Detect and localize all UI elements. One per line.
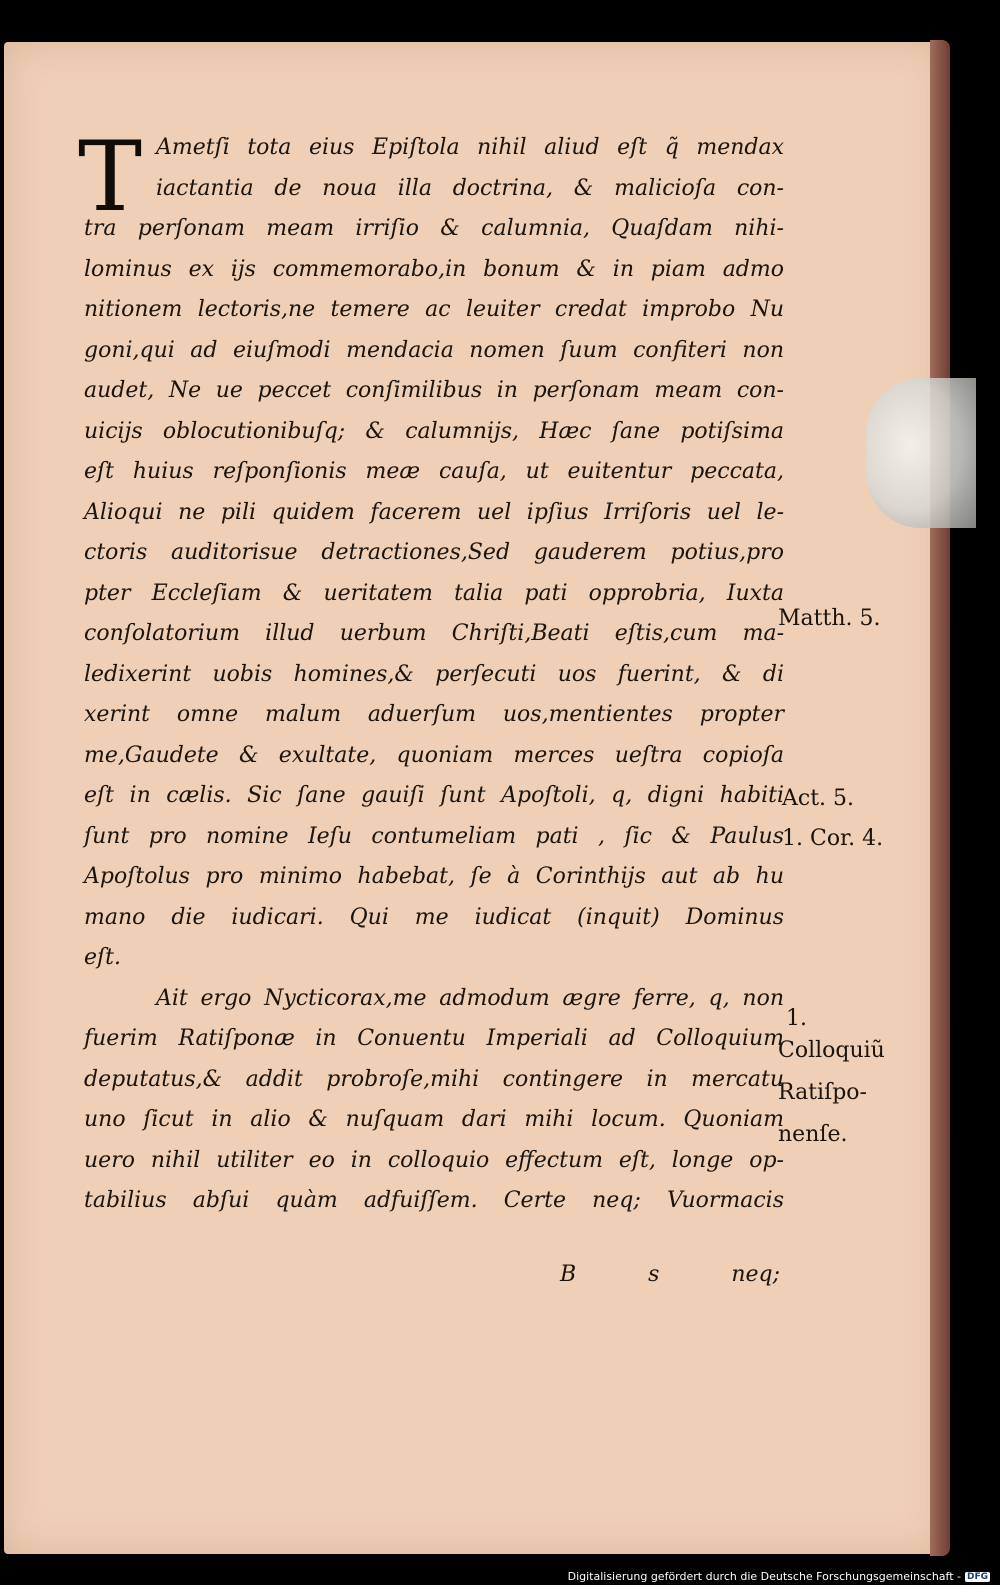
dfg-logo-icon: DFG: [966, 1571, 988, 1582]
drop-cap: T: [78, 121, 143, 233]
text-line: mano die iudicari. Qui me iudicat (inquit) Dominus: [84, 904, 784, 930]
text-line: Ametſi tota eius Epiſtola nihil aliud eſt q̃ mendax: [156, 135, 784, 160]
text-line: tabilius abſui quàm adfuiſſem. Certe neq; Vuormacis: [84, 1188, 784, 1213]
text-line: pter Eccleſiam & ueritatem talia pati opprobria, Iuxta: [84, 580, 784, 606]
text-line: eſt huius reſponſionis meæ cauſa, ut euitentur peccata,: [84, 459, 784, 484]
page-edge: [930, 40, 950, 1556]
text-line: audet, Ne ue peccet conſimilibus in perſonam meam con-: [84, 378, 784, 403]
margin-note-colloquium: nenſe.: [778, 1122, 848, 1147]
text-line: goni,qui ad eiuſmodi mendacia nomen ſuum confiteri non: [84, 337, 784, 363]
text-line: uno ſicut in alio & nuſquam dari mihi locum. Quoniam: [84, 1107, 784, 1132]
margin-note-colloquium: Colloquiũ: [778, 1038, 885, 1063]
text-line: xerint omne malum aduerſum uos,mentientes propter: [84, 702, 784, 727]
text-line: uicijs oblocutionibuſq; & calumnijs, Hæc ſane potiſsima: [84, 418, 784, 444]
signature-mark: B: [560, 1262, 577, 1287]
text-line: ctoris auditorisue detractiones,Sed gauderem potius,pro: [84, 540, 784, 565]
text-line: me,Gaudete & exultate, quoniam merces ueſtra copioſa: [84, 742, 784, 768]
margin-note-act: Act. 5.: [782, 786, 855, 811]
signature-line: [560, 1262, 780, 1287]
text-line: eſt.: [84, 945, 121, 970]
main-text: [84, 128, 784, 1222]
footer-text: Digitalisierung gefördert durch die Deutsche Forschungsgemeinschaft -: [567, 1570, 961, 1583]
text-line: deputatus,& addit probroſe,mihi contingere in mercatu: [84, 1066, 784, 1092]
text-line: conſolatorium illud uerbum Chriſti,Beati eſtis,cum ma-: [84, 621, 784, 646]
margin-note-colloquium: Ratiſpo-: [778, 1080, 867, 1105]
text-line: Alioqui ne pili quidem facerem uel ipſius Irriſoris uel le-: [84, 499, 784, 525]
text-line: ſunt pro nomine Ieſu contumeliam pati , ſic & Paulus: [84, 823, 784, 849]
text-line: eſt in cælis. Sic ſane gauiſi ſunt Apoſtoli, q, digni habiti: [84, 783, 784, 808]
footer-credit: [568, 1570, 990, 1583]
margin-note-number: 1.: [786, 1006, 807, 1031]
margin-note-matth: Matth. 5.: [778, 606, 881, 631]
margin-note-cor: 1. Cor. 4.: [782, 826, 884, 851]
catchword: neq;: [731, 1262, 780, 1287]
text-line: ledixerint uobis homines,& perſecuti uos fuerint, & di: [84, 661, 784, 687]
glass-weight: [866, 378, 976, 528]
signature-number: s: [648, 1262, 660, 1287]
text-line: lominus ex ijs commemorabo,in bonum & in piam admo: [84, 256, 784, 282]
text-line: fuerim Ratiſponæ in Conuentu Imperiali ad Colloquium: [84, 1026, 784, 1051]
text-line: iactantia de noua illa doctrina, & malicioſa con-: [156, 175, 784, 201]
text-line: uero nihil utiliter eo in colloquio effectum eſt, longe op-: [84, 1147, 784, 1173]
text-line: Ait ergo Nycticorax,me admodum ægre ferre, q, non: [156, 985, 784, 1011]
text-line: tra perſonam meam irriſio & calumnia, Quaſdam nihi-: [84, 216, 784, 241]
text-line: nitionem lectoris,ne temere ac leuiter credat improbo Nu: [84, 297, 784, 322]
text-line: Apoſtolus pro minimo habebat, ſe à Corinthijs aut ab hu: [84, 864, 784, 889]
